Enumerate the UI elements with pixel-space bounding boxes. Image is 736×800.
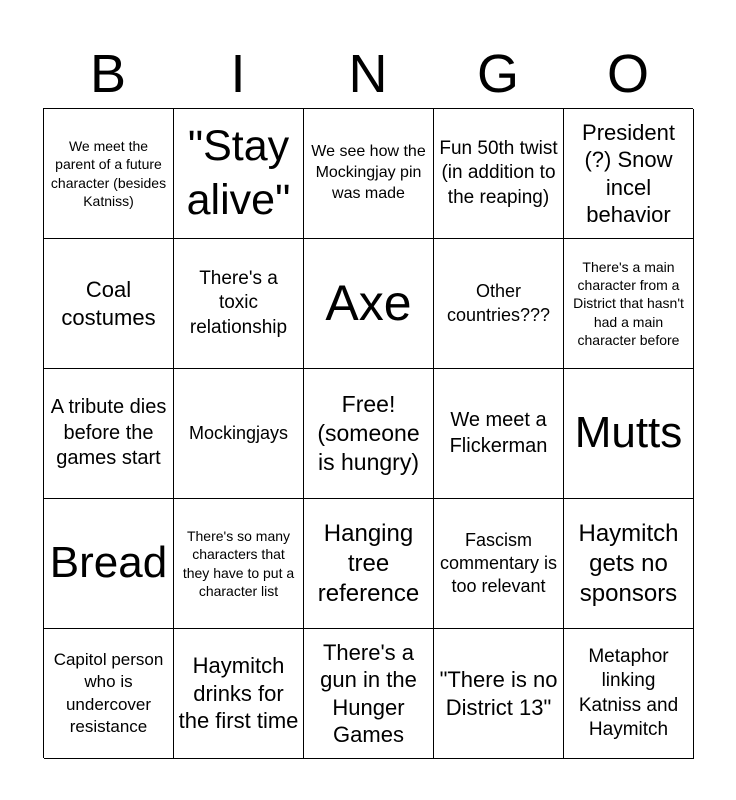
cell-text: Hanging tree reference [317, 519, 420, 607]
header-letter-o: O [606, 44, 649, 104]
bingo-cell[interactable] [304, 499, 434, 629]
bingo-cell[interactable] [434, 369, 564, 499]
cell-text: Haymitch drinks for the first time [178, 653, 299, 734]
cell-text: There's a toxic relationship [189, 268, 288, 338]
bingo-cell[interactable] [564, 499, 694, 629]
bingo-cell[interactable] [304, 109, 434, 239]
cell-text: Mutts [574, 408, 683, 458]
cell-text: Haymitch gets no sponsors [578, 519, 679, 607]
bingo-header [43, 40, 693, 108]
bingo-cell[interactable] [434, 239, 564, 369]
header-letter-n: N [348, 44, 388, 104]
cell-text: Metaphor linking Katniss and Haymitch [578, 645, 679, 740]
bingo-cell[interactable] [304, 629, 434, 759]
bingo-cell[interactable] [174, 369, 304, 499]
bingo-cell[interactable] [564, 369, 694, 499]
header-letter-g: G [476, 44, 519, 104]
cell-text: We see how the Mockingjay pin was made [311, 143, 426, 202]
cell-text: Mockingjays [188, 422, 289, 443]
bingo-cell[interactable] [174, 109, 304, 239]
bingo-cell[interactable] [174, 499, 304, 629]
bingo-cell[interactable] [44, 109, 174, 239]
cell-text: Other countries??? [446, 281, 551, 325]
cell-text: Fun 50th twist (in addition to the reaping) [439, 138, 558, 208]
cell-text: President (?) Snow incel behavior [582, 119, 675, 227]
bingo-cell[interactable] [174, 629, 304, 759]
bingo-cell[interactable] [564, 239, 694, 369]
header-letter-i: I [230, 44, 246, 104]
bingo-cell[interactable] [564, 629, 694, 759]
bingo-cell[interactable] [44, 369, 174, 499]
cell-text: Fascism commentary is too relevant [439, 529, 558, 597]
cell-text: Bread [49, 538, 168, 588]
header-letter-b: B [89, 44, 127, 104]
bingo-cell[interactable] [434, 109, 564, 239]
bingo-cell[interactable] [304, 369, 434, 499]
cell-text: Axe [325, 275, 412, 331]
cell-text: There's so many characters that they have to put a character list [182, 528, 295, 599]
cell-text: There's a main character from a District that hasn't had a main character before [573, 259, 684, 348]
cell-text: There's a gun in the Hunger Games [320, 639, 417, 747]
bingo-cell[interactable] [44, 499, 174, 629]
bingo-cell[interactable] [304, 239, 434, 369]
cell-text: We meet a Flickerman [449, 408, 548, 457]
bingo-board [43, 108, 693, 758]
bingo-cell[interactable] [44, 629, 174, 759]
bingo-cell[interactable] [434, 499, 564, 629]
cell-text: "There is no District 13" [439, 667, 558, 720]
bingo-cell[interactable] [44, 239, 174, 369]
cell-text: Coal costumes [61, 277, 156, 330]
cell-text: "Stay alive" [186, 121, 291, 224]
bingo-cell[interactable] [174, 239, 304, 369]
cell-text: A tribute dies before the games start [50, 396, 167, 470]
cell-text: Free! (someone is hungry) [317, 391, 420, 475]
cell-text: We meet the parent of a future character (besides Katniss) [50, 138, 167, 209]
bingo-cell[interactable] [564, 109, 694, 239]
cell-text: Capitol person who is undercover resistance [53, 650, 164, 736]
bingo-cell[interactable] [434, 629, 564, 759]
